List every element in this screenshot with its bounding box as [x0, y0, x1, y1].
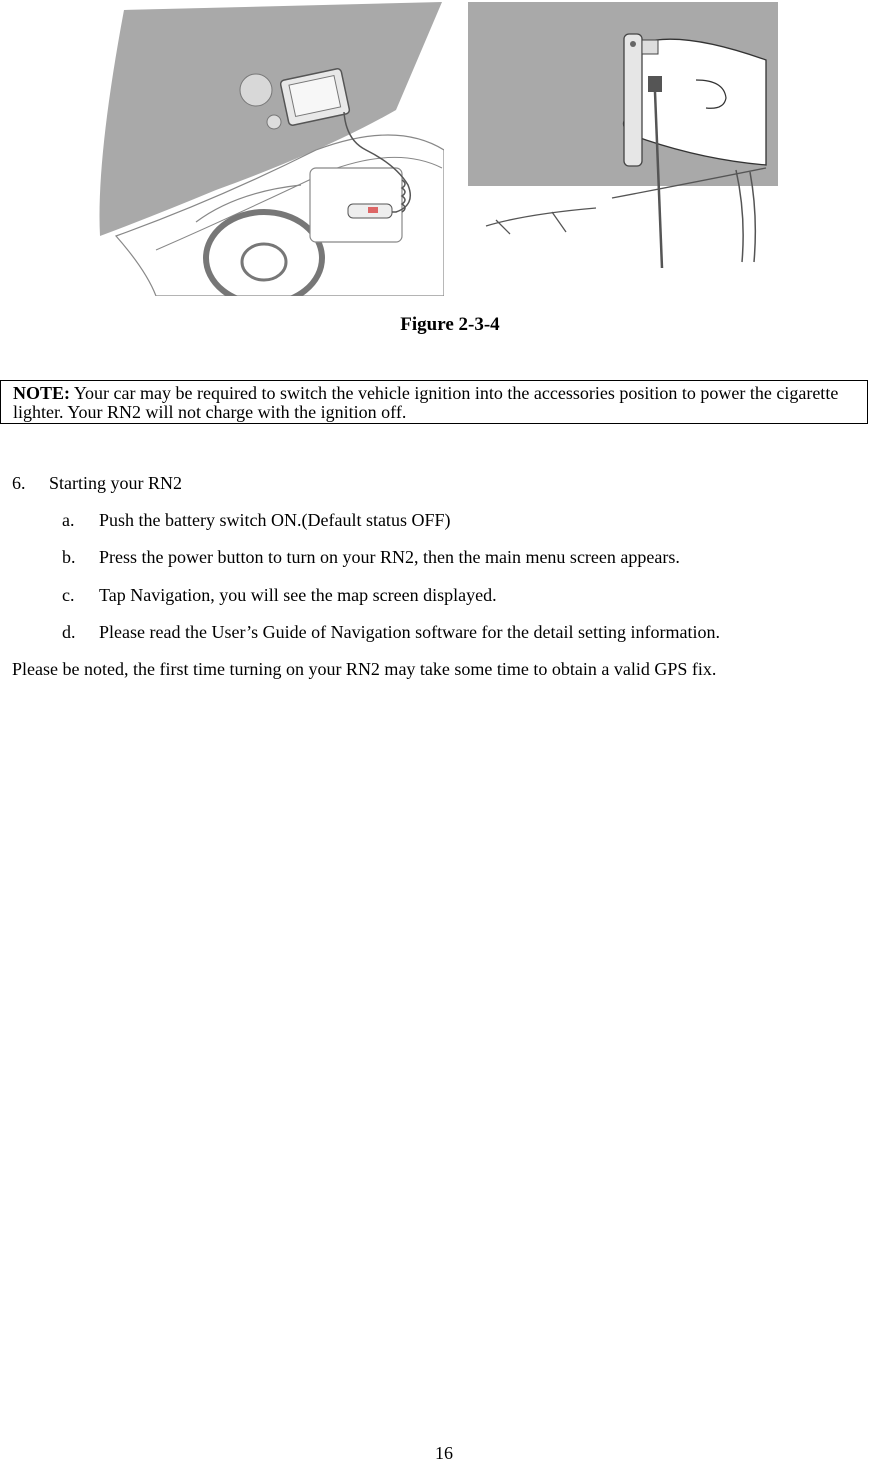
list-item-letter: a. — [62, 510, 75, 530]
note-text: Your car may be required to switch the vehicle ignition into the accessories position to power the cigarette lighter. Your RN2 will not charge with the ignition off. — [13, 383, 839, 422]
note-box — [0, 380, 868, 424]
list-item-text: Tap Navigation, you will see the map screen displayed. — [99, 585, 497, 605]
figure-caption: Figure 2-3-4 — [400, 314, 500, 335]
list-item-letter: c. — [62, 585, 75, 605]
note-label: NOTE: — [13, 383, 71, 403]
list-item-text: Press the power button to turn on your RN2, then the main menu screen appears. — [99, 547, 680, 567]
list-item — [62, 547, 680, 568]
step-number: 6. — [12, 473, 26, 493]
page-number: 16 — [435, 1443, 453, 1463]
list-item-letter: b. — [62, 547, 76, 567]
list-item — [62, 510, 450, 531]
step-title: Starting your RN2 — [49, 473, 182, 493]
car-interior-illustration — [96, 0, 444, 296]
step-heading — [12, 473, 182, 494]
list-item — [62, 622, 720, 643]
cable-connection-illustration — [466, 0, 780, 296]
list-item-text: Push the battery switch ON.(Default status OFF) — [99, 510, 451, 530]
closing-paragraph: Please be noted, the first time turning on your RN2 may take some time to obtain a valid GPS fix. — [12, 659, 717, 679]
list-item-letter: d. — [62, 622, 76, 642]
list-item — [62, 585, 497, 606]
list-item-text: Please read the User’s Guide of Navigation software for the detail setting information. — [99, 622, 720, 642]
